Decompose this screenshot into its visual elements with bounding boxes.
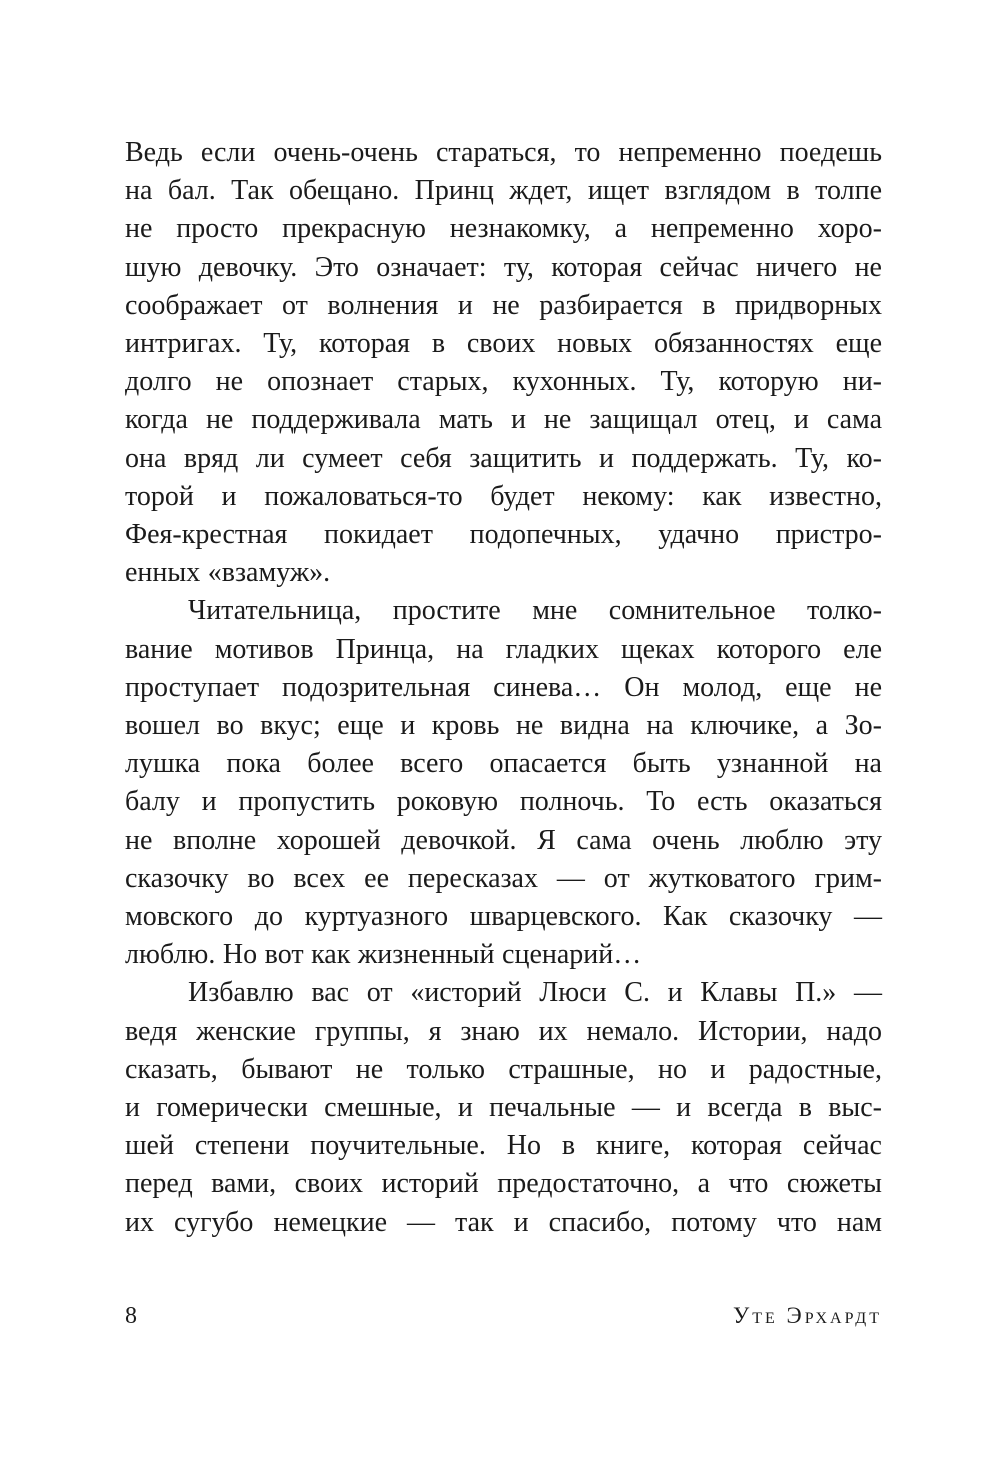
text-line: интригах. Ту, которая в своих новых обязанностях еще [125,328,882,360]
paragraph [125,134,882,592]
text-line: торой и пожаловаться-то будет некому: как известно, [125,480,882,512]
text-block [125,134,882,1242]
text-line: сказать, бывают не только страшные, но и радостные, [125,1053,882,1085]
text-line: когда не поддерживала мать и не защищал отец, и сама [125,404,882,436]
text-line: енных «взамуж». [125,557,331,589]
running-head-author: Уте Эрхардт [732,1303,882,1328]
text-line: проступает подозрительная синева… Он молод, еще не [125,671,882,703]
text-line: она вряд ли сумеет себя защитить и поддержать. Ту, ко- [125,442,882,474]
text-line: соображает от волнения и не разбирается в придворных [125,289,882,321]
text-line: мовского до куртуазного шварцевского. Как сказочку — [125,901,882,933]
text-line: балу и пропустить роковую полночь. То есть оказаться [125,786,882,818]
text-line: Читательница, простите мне сомнительное толко- [188,595,882,627]
text-line: перед вами, своих историй предостаточно, а что сюжеты [125,1168,882,1200]
text-line: лушка пока более всего опасается быть узнанной на [125,748,882,780]
text-line: их сугубо немецкие — так и спасибо, потому что нам [125,1206,882,1238]
text-line: не просто прекрасную незнакомку, а непременно хоро- [125,213,882,245]
paragraph [125,974,882,1241]
text-line: Избавлю вас от «историй Люси С. и Клавы П.» — [188,977,882,1009]
text-line: люблю. Но вот как жизненный сценарий… [125,939,642,971]
text-line: ведя женские группы, я знаю их немало. Истории, надо [125,1015,882,1047]
text-line: вание мотивов Принца, на гладких щеках которого еле [125,633,882,665]
paragraph [125,592,882,974]
text-line: Фея-крестная покидает подопечных, удачно пристро- [125,519,882,551]
text-line: шей степени поучительные. Но в книге, которая сейчас [125,1130,882,1162]
page-footer [125,1303,882,1330]
text-line: на бал. Так обещано. Принц ждет, ищет взглядом в толпе [125,175,882,207]
page-number: 8 [125,1303,137,1329]
text-line: Ведь если очень-очень стараться, то непременно поедешь [125,137,882,168]
text-line: и гомерически смешные, и печальные — и всегда в выс- [125,1092,882,1124]
text-line: шую девочку. Это означает: ту, которая сейчас ничего не [125,251,882,283]
text-line: долго не опознает старых, кухонных. Ту, которую ни- [125,366,882,398]
text-line: сказочку во всех ее пересказах — от жутковатого грим- [125,862,882,894]
text-line: не вполне хорошей девочкой. Я сама очень люблю эту [125,824,882,856]
text-line: вошел во вкус; еще и кровь не видна на ключике, а Зо- [125,710,882,742]
